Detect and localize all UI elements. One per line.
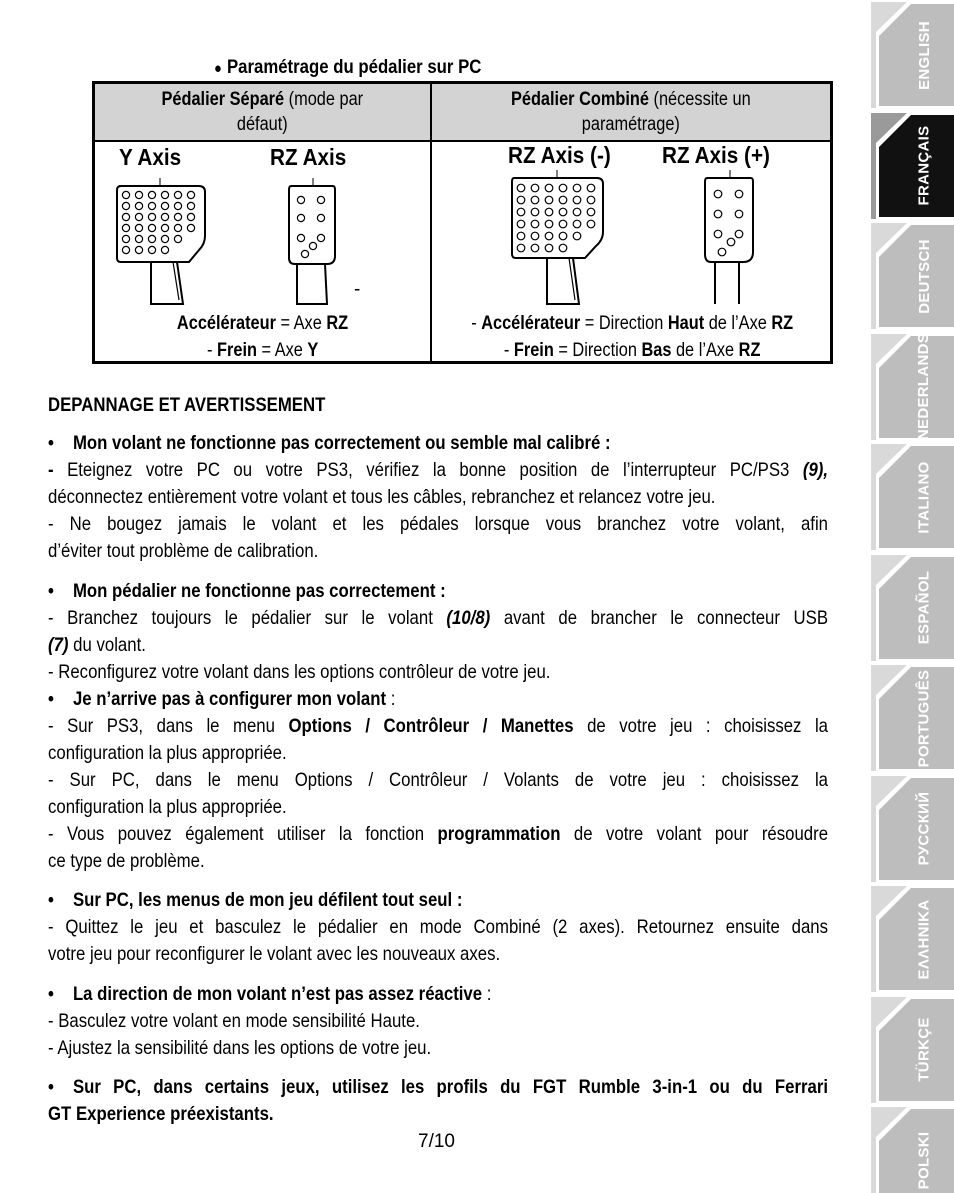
brake-pedal-combined-icon [507,170,605,306]
accelerator-pedal-combined-icon [701,170,759,306]
bullet-icon: ● [214,60,222,77]
language-tab-4[interactable] [871,334,954,440]
tab-label [907,1111,941,1193]
tab-label [907,1001,941,1099]
language-tab-2[interactable] [871,113,954,219]
language-tab-6[interactable] [871,555,954,661]
section-wheel-calibration-body [48,457,828,565]
tab-label [907,117,941,215]
section-title-tail: : [386,688,396,710]
reference-number: (7) [48,634,69,656]
para-text: de votre jeu : choisissez la [573,715,829,737]
para-text: - Branchez toujours le pédalier sur le volant [48,607,447,629]
feature-name: programmation [437,823,561,845]
tab-label [907,890,941,988]
tab-label-text: ESPAÑOL [915,570,933,645]
caption-direction: Bas [641,340,672,361]
section-title-text: Sur PC, les menus de mon jeu défilent tout seul : [72,889,463,911]
dash-mark: - [354,279,361,300]
language-tab-9[interactable] [871,886,954,992]
caption-axis: Y [307,340,319,361]
tab-label [907,227,941,325]
para-text: Eteignez votre PC ou votre PS3, vérifiez la bonne position de l’interrupteur PC/PS3 [53,459,803,481]
separate-mode-header [95,84,430,140]
bullet-icon: • [48,889,54,911]
section-title-text: Je n’arrive pas à configurer mon volant [72,688,387,710]
tab-label-text: NEDERLANDS [915,332,933,441]
menu-path: Options / Contrôleur / Manettes [288,715,574,737]
tab-label-text: TÜRKÇE [915,1017,933,1082]
para-text: déconnectez entièrement votre volant et tous les câbles, rebranchez et relancez votre jeu. [48,486,716,508]
tab-label [907,669,941,767]
caption-text: = Direction [553,340,642,361]
section-title-text: Sur PC, dans certains jeux, utilisez les profils du FGT Rumble 3-in-1 ou du Ferrari [72,1076,829,1098]
para-text: de votre volant pour résoudre [560,823,829,845]
tab-label [907,559,941,657]
section-wheel-calibration-title [48,430,611,457]
tab-label-text: POLSKI [915,1131,933,1189]
separate-mode-title: Pédalier Séparé [161,89,285,110]
pedal-setup-heading-text: Paramétrage du pédalier sur PC [226,56,482,78]
caption-axis: RZ [771,313,793,334]
tab-label-text: PORTUGUÊS [915,669,933,767]
caption-text: = Direction [580,313,668,334]
caption-accelerator: Accélérateur [176,313,276,334]
section-title-text: GT Experience préexistants. [48,1103,274,1125]
caption-text: = Axe [275,313,327,334]
section-pedal-body [48,605,828,686]
caption-brake: Frein [216,340,257,361]
separate-mode-caption [95,310,430,364]
section-title-text: La direction de mon volant n’est pas assez réactive [72,983,483,1005]
para-text: - Basculez votre volant en mode sensibilité Haute. [48,1010,420,1032]
section-title-tail: : [482,983,492,1005]
combined-mode-header [432,84,830,140]
pedal-setup-heading [214,56,481,79]
caption-accelerator: Accélérateur [481,313,581,334]
tab-label-text: ENGLISH [915,20,933,90]
caption-direction: Haut [667,313,704,334]
tab-label [907,332,941,441]
caption-axis: RZ [738,340,761,361]
tab-label-text: ITALIANO [915,460,933,534]
bullet-icon: • [48,983,54,1005]
section-menus-scroll-body [48,914,828,968]
bullet-icon: • [48,580,54,602]
para-dash: - [48,459,54,481]
tab-label [907,448,941,546]
section-configure-title [48,686,395,713]
section-configure-body [48,713,828,875]
caption-dash: - [471,313,482,334]
caption-text: de l’Axe [703,313,772,334]
section-steering-title [48,981,491,1008]
para-text: - Sur PS3, dans le menu [48,715,289,737]
para-text: configuration la plus appropriée. [48,796,287,818]
section-menus-scroll-title [48,887,462,914]
para-text: configuration la plus appropriée. [48,742,287,764]
para-text: votre jeu pour reconfigurer le volant avec les nouveaux axes. [48,943,501,965]
caption-dash: - [206,340,217,361]
para-text: - Ajustez la sensibilité dans les options de votre jeu. [48,1037,432,1059]
page-number: 7/10 [418,1131,455,1152]
caption-brake: Frein [513,340,554,361]
language-tab-8[interactable] [871,776,954,882]
caption-text: = Axe [256,340,308,361]
para-text: avant de brancher le connecteur USB [490,607,829,629]
axis-label-rz-minus: RZ Axis (-) [508,142,611,168]
para-text: - Quittez le jeu et basculez le pédalier en mode Combiné (2 axes). Retournez ensuite dans [48,916,829,938]
tab-label-text: ΕΛΛΗΝΙΚΑ [915,899,933,979]
combined-mode-note-1: (nécessite un [649,89,751,110]
caption-axis: RZ [326,313,349,334]
caption-dash: - [503,340,514,361]
bullet-icon: • [48,1076,54,1098]
combined-mode-note-2: paramétrage) [581,114,681,135]
accelerator-pedal-icon [285,178,341,306]
para-text: du volant. [68,634,146,656]
axis-label-rz: RZ Axis [270,144,347,170]
axis-label-y: Y Axis [119,144,182,170]
section-title-text: Mon pédalier ne fonctionne pas correctement : [72,580,446,602]
language-tab-7[interactable] [871,665,954,771]
tab-label-text: DEUTSCH [915,238,933,314]
bullet-icon: • [48,688,54,710]
para-text: d’éviter tout problème de calibration. [48,540,319,562]
pedal-settings-table [92,81,833,364]
language-tab-1[interactable] [871,2,954,108]
troubleshooting-title: DEPANNAGE ET AVERTISSEMENT [48,394,326,416]
para-text: - Vous pouvez également utiliser la fonction [48,823,438,845]
section-title-text: Mon volant ne fonctionne pas correctement ou semble mal calibré : [72,432,611,454]
reference-number: (10/8) [446,607,491,629]
para-text: - Sur PC, dans le menu Options / Contrôleur / Volants de votre jeu : choisissez la [48,769,829,791]
language-tabs [871,0,954,1193]
language-tab-5[interactable] [871,444,954,550]
separate-mode-note-2: défaut) [237,114,288,135]
tab-label [907,6,941,104]
caption-text: de l’Axe [671,340,739,361]
tab-label-text: FRANÇAIS [915,125,933,206]
section-pedal-title [48,578,446,605]
combined-mode-title: Pédalier Combiné [511,89,650,110]
section-steering-body [48,1008,828,1062]
language-tab-11[interactable] [871,1107,954,1193]
language-tab-10[interactable] [871,997,954,1103]
para-text: - Reconfigurez votre volant dans les options contrôleur de votre jeu. [48,661,551,683]
para-text: - Ne bougez jamais le volant et les pédales lorsque vous branchez votre volant, afin [48,513,829,535]
language-tab-3[interactable] [871,223,954,329]
brake-pedal-icon [113,178,208,306]
reference-number: (9), [802,459,829,481]
para-text: ce type de problème. [48,850,205,872]
tab-label-text: РУССКИЙ [915,791,933,866]
tab-label [907,780,941,878]
separate-mode-note-1: (mode par [284,89,364,110]
bullet-icon: • [48,432,54,454]
section-profiles [48,1074,828,1128]
axis-label-rz-plus: RZ Axis (+) [662,142,770,168]
combined-mode-caption [432,310,832,364]
